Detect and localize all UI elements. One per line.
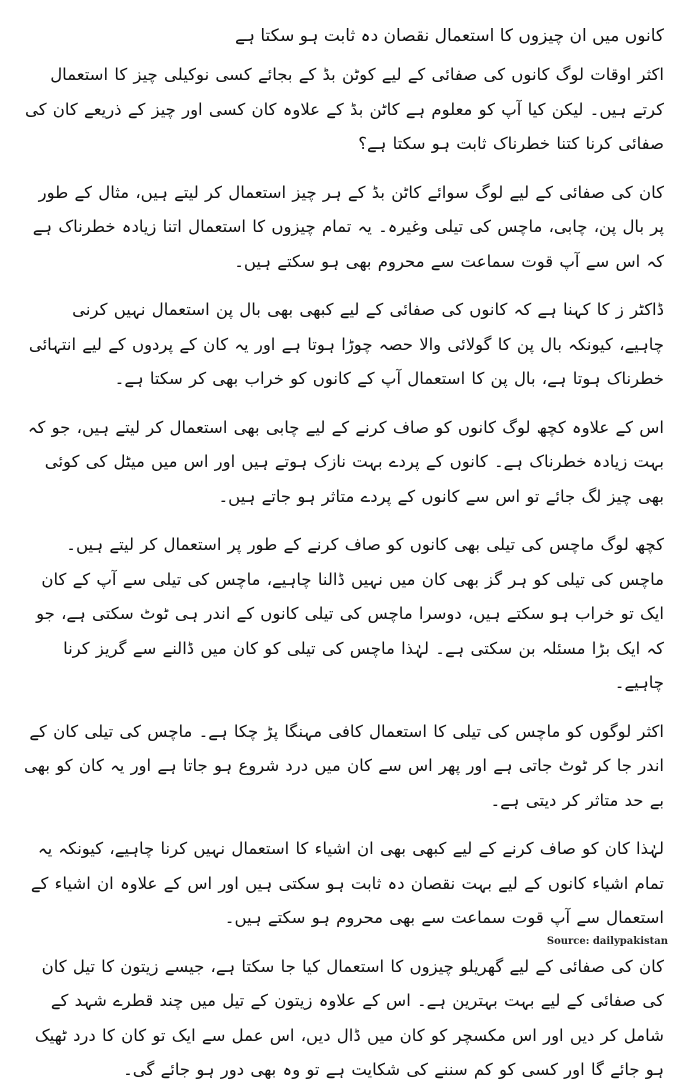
article-paragraph: کان کی صفائی کے لیے لوگ سوائے کاٹن بڈ کے ہر چیز استعمال کر لیتے ہیں، مثال کے طور پر بال پن، چابی، ماچس کی تیلی وغیرہ۔ یہ تمام چیزوں کا استعمال اتنا زیادہ خطرناک ہے کہ اس سے آپ قوت سماعت سے محروم بھی ہو سکتے ہیں۔ — [32, 182, 664, 271]
article-paragraph: کچھ لوگ ماچس کی تیلی بھی کانوں کو صاف کرنے کے طور پر استعمال کر لیتے ہیں۔ ماچس کی تیلی کو ہر گز بھی کان میں نہیں ڈالنا چاہیے، ماچس کی تیلی سے آپ کے کان ایک تو خراب ہو سکتے ہیں، دوسرا ماچس کی تیلی کانوں کے اندر ہی ٹوٹ سکتی ہے، جو کہ ایک بڑا مسئلہ بن سکتی ہے۔ لہٰذا ماچس کی تیلی کو کان میں ڈالنے سے گریز کرنا چاہیے۔ — [36, 535, 664, 692]
article-paragraph: اس کے علاوہ کچھ لوگ کانوں کو صاف کرنے کے لیے چابی بھی استعمال کر لیتے ہیں، جو کہ بہت زیادہ خطرناک ہے۔ کانوں کے پردے بہت نازک ہوتے ہیں اور اس میں میٹل کی کوئی بھی چیز لگ جائے تو اس سے کانوں کے پردے متاثر ہو جاتے ہیں۔ — [27, 417, 664, 506]
article-paragraph: لہٰذا کان کو صاف کرنے کے لیے کبھی بھی ان اشیاء کا استعمال نہیں کرنا چاہیے، کیونکہ یہ تمام اشیاء کانوں کے لیے بہت نقصان دہ ثابت ہو سکتی ہیں اور اس کے علاوہ ان اشیاء کے استعمال سے آپ قوت سماعت سے بھی محروم ہو سکتے ہیں۔ — [30, 839, 664, 927]
source-credit: Source: dailypakistan — [546, 936, 668, 947]
article-paragraph: اکثر لوگوں کو ماچس کی تیلی کا استعمال کافی مہنگا پڑ چکا ہے۔ ماچس کی تیلی کان کے اندر جا کر ٹوٹ جاتی ہے اور پھر اس سے کان میں درد شروع ہو جاتا ہے اور یہ کان کو بھی بے حد متاثر کر دیتی ہے۔ — [24, 721, 664, 810]
article-title: کانوں میں ان چیزوں کا استعمال نقصان دہ ثابت ہو سکتا ہے — [235, 26, 664, 46]
article-paragraph: اکثر اوقات لوگ کانوں کی صفائی کے لیے کوٹن بڈ کے بجائے کسی نوکیلی چیز کا استعمال کرتے ہیں۔ لیکن کیا آپ کو معلوم ہے کاٹن بڈ کے علاوہ کان کسی اور چیز کے ذریعے کان کی صفائی کرنا کتنا خطرناک ثابت ہو سکتا ہے؟ — [24, 65, 664, 153]
article-paragraph: ڈاکٹر ز کا کہنا ہے کہ کانوں کی صفائی کے لیے کبھی بھی بال پن استعمال نہیں کرنی چاہیے، کیونکہ بال پن کا گولائی والا حصہ چوڑا ہوتا ہے اور یہ کان کے پردوں کے لیے انتہائی خطرناک ہوتا ہے، بال پن کا استعمال آپ کے کانوں کو خراب بھی کر سکتا ہے۔ — [28, 300, 664, 388]
article-paragraph: کان کی صفائی کے لیے گھریلو چیزوں کا استعمال کیا جا سکتا ہے، جیسے زیتون کا تیل کان کی صفائی کے لیے بہت بہترین ہے۔ اس کے علاوہ زیتون کے تیل میں چند قطرے شہد کے شامل کر دیں اور اس مکسچر کو کان میں ڈال دیں، اس عمل سے ایک تو کان کا درد ٹھیک ہو جائے گا اور کسی کو کم سننے کی شکایت ہے تو وہ بھی دور ہو جائے گی۔ — [34, 956, 664, 1079]
